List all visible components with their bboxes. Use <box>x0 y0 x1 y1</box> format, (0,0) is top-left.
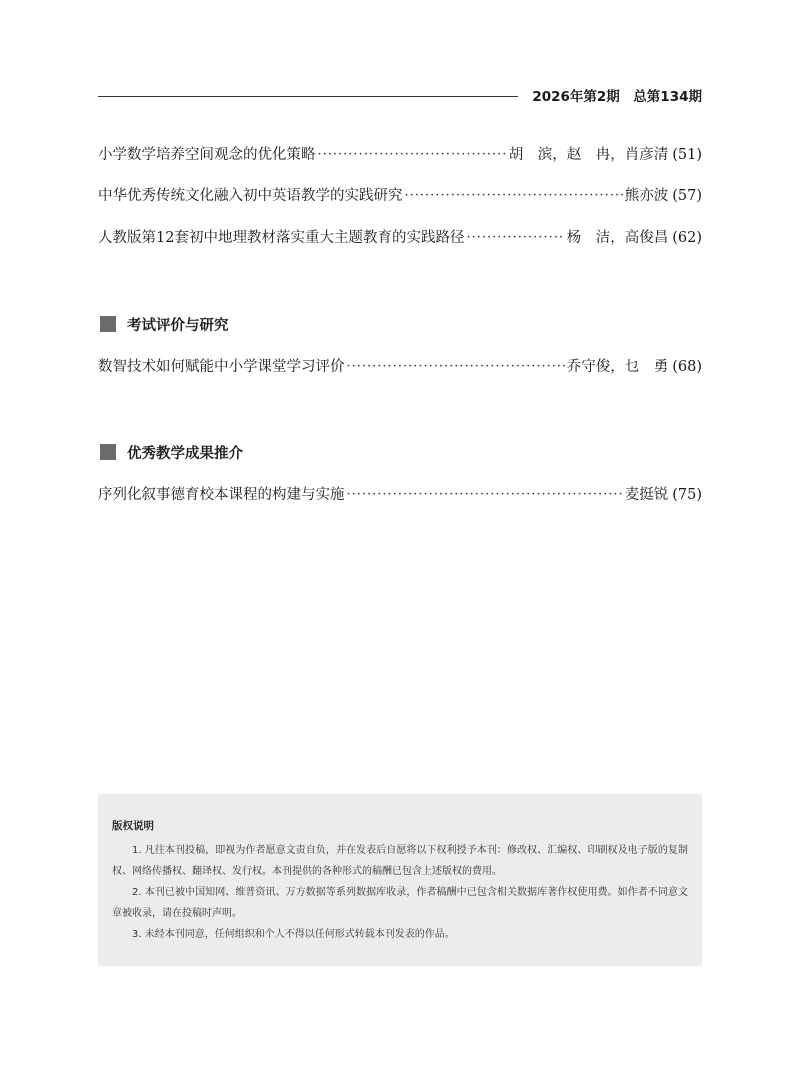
copyright-paragraph: 2. 本刊已被中国知网、维普资讯、万方数据等系列数据库收录，作者稿酬中已包含相关数据库著作权使用费。如作者不同意文章被收录，请在投稿时声明。 <box>112 887 688 919</box>
toc-entry-page: (68) <box>672 359 702 375</box>
toc-entry-title: 数智技术如何赋能中小学课堂学习评价 <box>98 359 345 375</box>
dot-leader <box>318 143 507 167</box>
toc-entry-page: (62) <box>672 230 702 246</box>
toc-entry-author: 杨 洁，高俊昌 <box>566 230 669 246</box>
section-square-icon <box>100 316 116 332</box>
dot-leader <box>405 184 623 208</box>
toc-entry-author: 胡 滨，赵 冉，肖彦清 <box>508 147 669 163</box>
copyright-notice <box>98 794 702 966</box>
toc-entry-page: (75) <box>672 487 702 503</box>
toc-entry-author: 熊亦波 <box>624 188 669 204</box>
toc-entry-page: (51) <box>672 147 702 163</box>
section-heading <box>100 313 229 335</box>
header-rule <box>98 96 518 97</box>
section-title: 优秀教学成果推介 <box>127 445 243 462</box>
toc-entry[interactable] <box>98 143 702 167</box>
toc-entry-page: (57) <box>672 188 702 204</box>
section-heading <box>100 441 243 463</box>
toc-entry[interactable] <box>98 355 702 379</box>
toc-entry-title: 序列化叙事德育校本课程的构建与实施 <box>98 487 345 503</box>
copyright-title: 版权说明 <box>112 820 154 832</box>
toc-entry-title: 小学数学培养空间观念的优化策略 <box>98 147 316 163</box>
dot-leader <box>466 226 564 250</box>
toc-entry-author: 乔守俊，乜 勇 <box>566 359 669 375</box>
copyright-paragraph: 3. 未经本刊同意，任何组织和个人不得以任何形式转载本刊发表的作品。 <box>132 929 455 940</box>
issue-info: 2026年第2期 总第134期 <box>532 89 702 105</box>
dot-leader <box>347 355 565 379</box>
toc-entry-title: 中华优秀传统文化融入初中英语教学的实践研究 <box>98 188 403 204</box>
toc-entry[interactable] <box>98 483 702 507</box>
dot-leader <box>347 483 623 507</box>
toc-entry-author: 麦挺锐 <box>624 487 669 503</box>
section-square-icon <box>100 444 116 460</box>
toc-entry-title: 人教版第12套初中地理教材落实重大主题教育的实践路径 <box>98 230 465 246</box>
toc-entry[interactable] <box>98 184 702 208</box>
copyright-paragraph: 1. 凡往本刊投稿，即视为作者愿意文责自负，并在发表后自愿将以下权利授予本刊：修改权、汇编权、印刷权及电子版的复制权、网络传播权、翻译权、发行权。本刊提供的各种形式的稿酬已包含上述版权的费用。 <box>112 845 688 877</box>
section-title: 考试评价与研究 <box>127 317 229 334</box>
page-header <box>98 86 702 108</box>
toc-entry[interactable] <box>98 226 702 250</box>
